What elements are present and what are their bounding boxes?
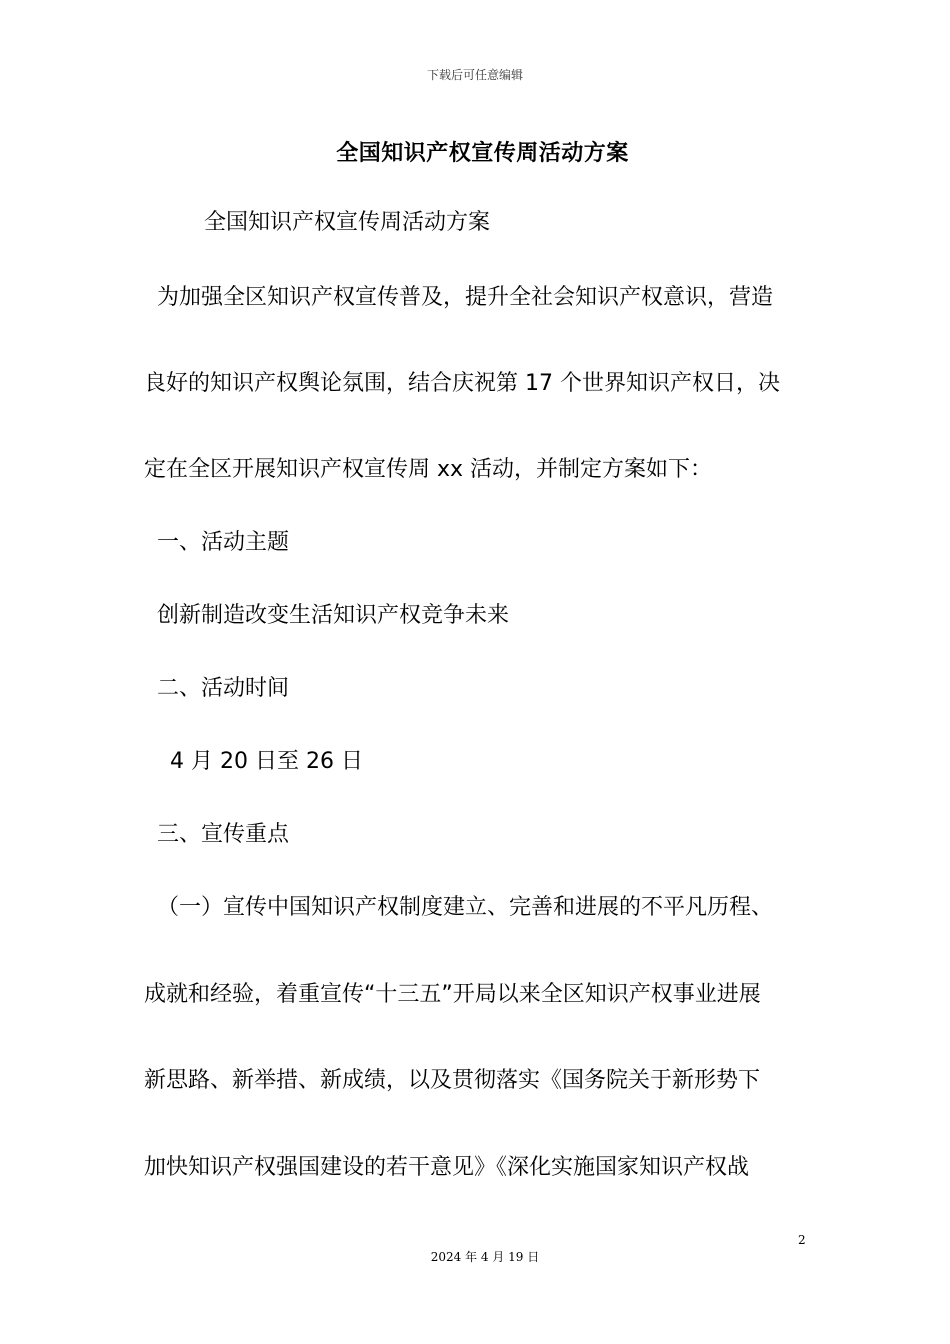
paragraph-line-4: （一）宣传中国知识产权制度建立、完善和进展的不平凡历程、 xyxy=(157,895,774,920)
section-heading-2: 二、活动时间 xyxy=(157,676,290,701)
footer-date: 2024 年 4 月 19 日 xyxy=(430,1250,540,1264)
paragraph-line-5: 成就和经验，着重宣传“十三五”开局以来全区知识产权事业进展 xyxy=(144,982,761,1007)
theme-text: 创新制造改变生活知识产权竞争未来 xyxy=(157,603,510,628)
paragraph-line-1: 为加强全区知识产权宣传普及，提升全社会知识产权意识，营造 xyxy=(157,285,774,310)
paragraph-line-2: 良好的知识产权舆论氛围，结合庆祝第 17 个世界知识产权日，决 xyxy=(144,371,780,396)
paragraph-line-7: 加快知识产权强国建设的若干意见》《深化实施国家知识产权战 xyxy=(144,1155,750,1180)
header-note: 下载后可任意编辑 xyxy=(426,68,523,82)
section-heading-3: 三、宣传重点 xyxy=(157,822,290,847)
subtitle-line: 全国知识产权宣传周活动方案 xyxy=(204,210,491,235)
section-heading-1: 一、活动主题 xyxy=(157,530,290,555)
document-title: 全国知识产权宣传周活动方案 xyxy=(336,141,629,166)
paragraph-line-3: 定在全区开展知识产权宣传周 xx 活动，并制定方案如下： xyxy=(144,457,713,482)
paragraph-line-6: 新思路、新举措、新成绩，以及贯彻落实《国务院关于新形势下 xyxy=(144,1068,761,1093)
time-text: 4 月 20 日至 26 日 xyxy=(170,749,363,774)
page-number: 2 xyxy=(798,1233,806,1247)
